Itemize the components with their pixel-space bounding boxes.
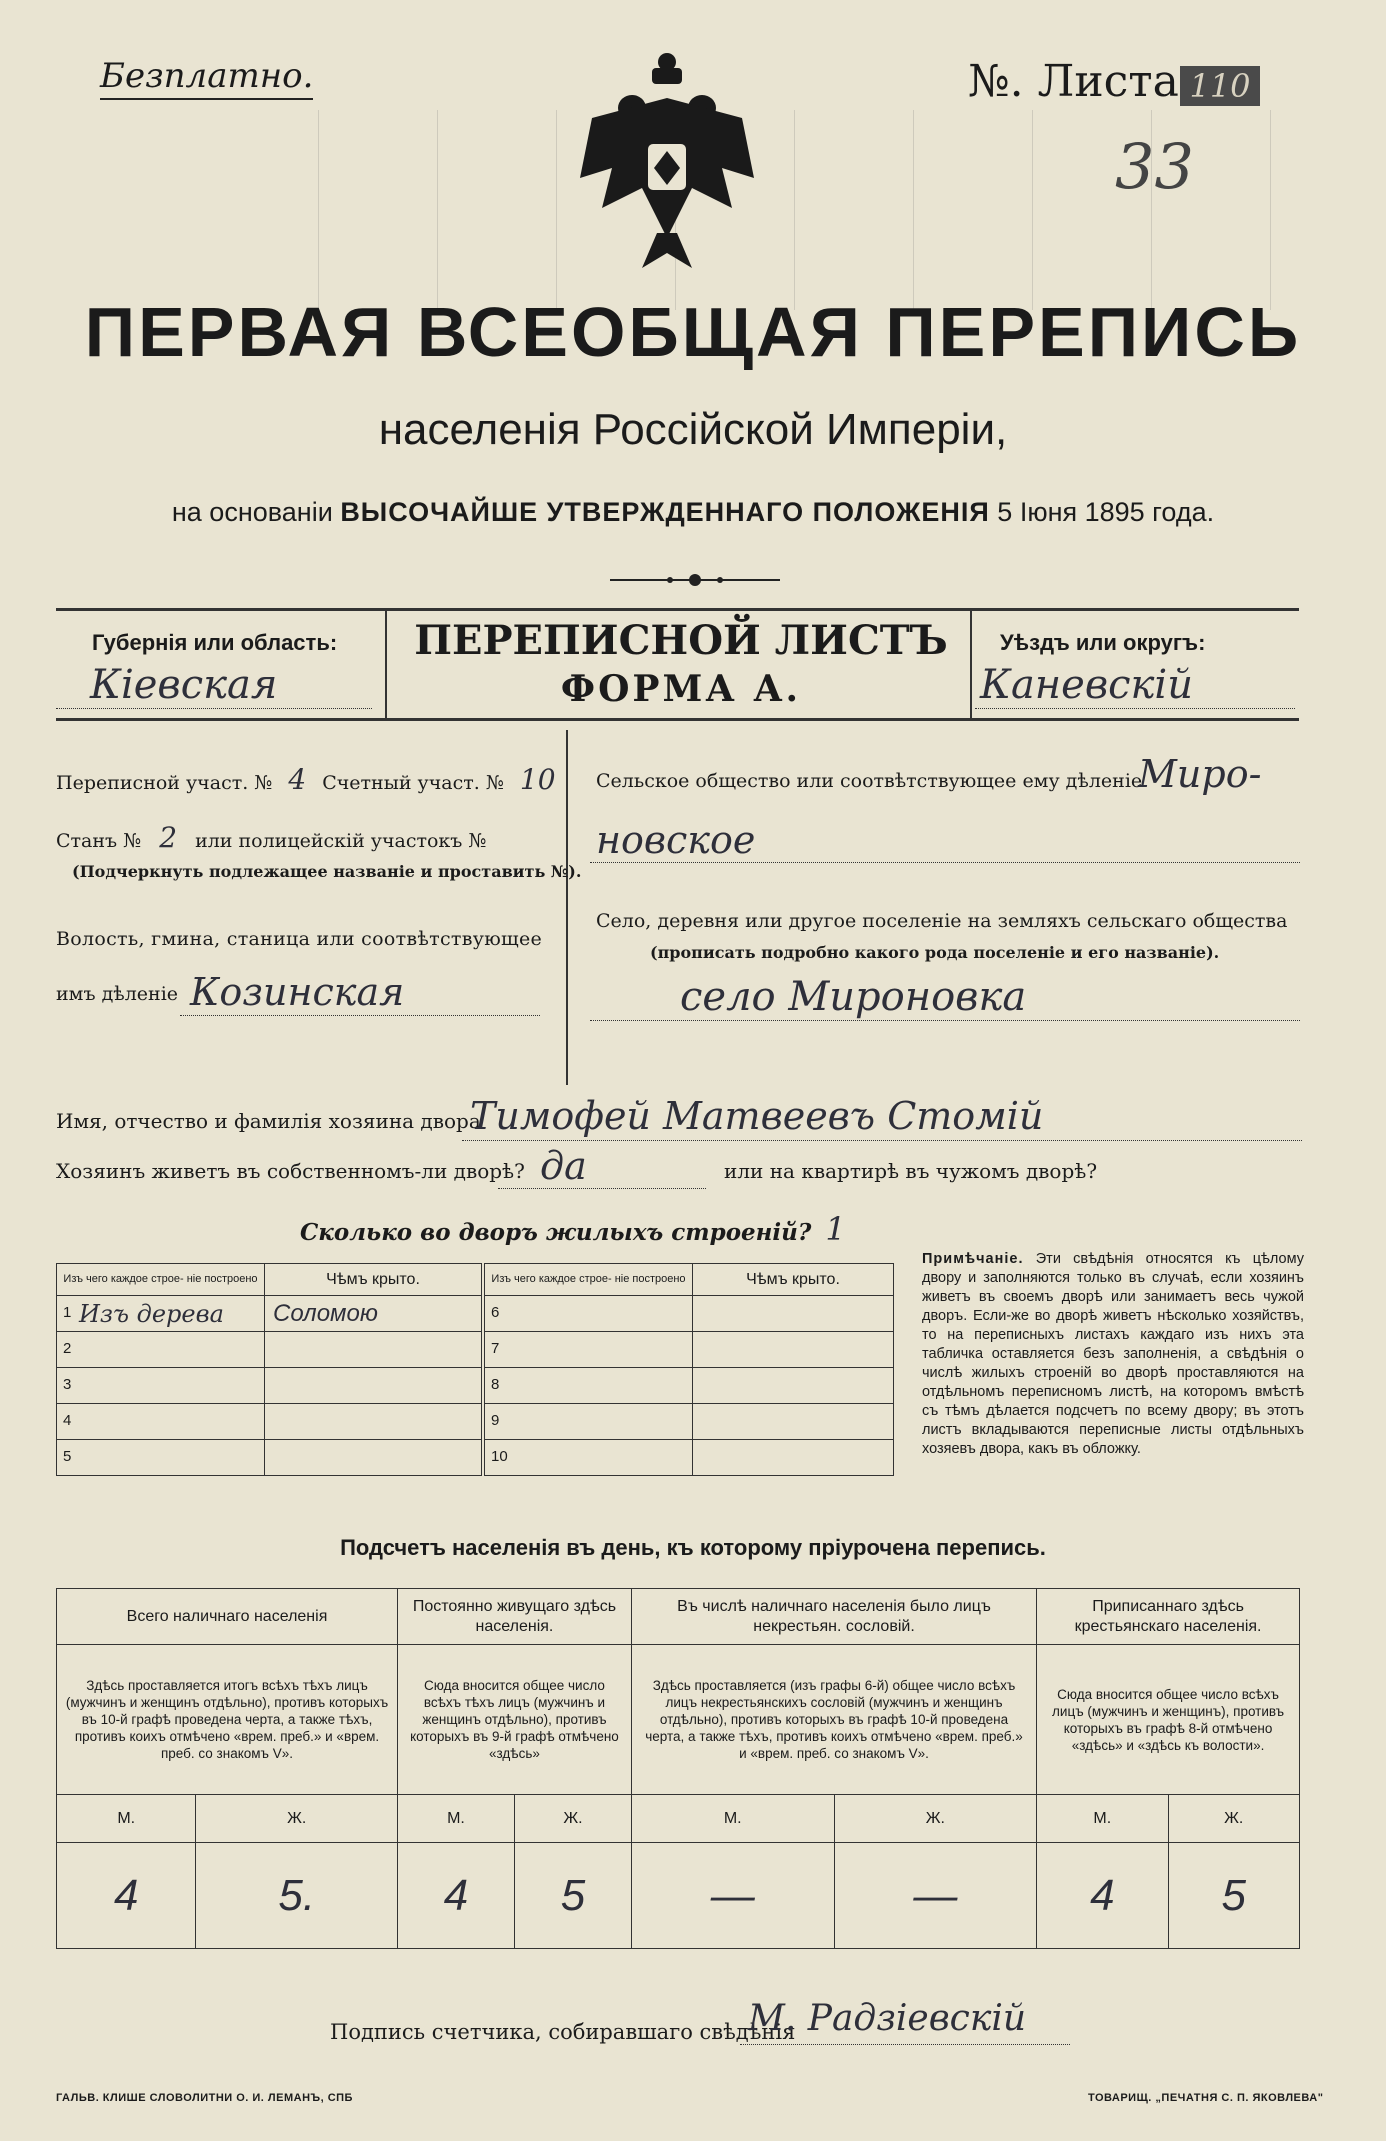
free-label: Безплатно. xyxy=(100,56,313,100)
rented-label: или на квартирѣ въ чужомъ дворѣ? xyxy=(724,1159,1098,1183)
summary-group-description: Сюда вносится общее число всѣхъ тѣхъ лицъ (мужчинъ и женщинъ отдѣльно), противъ которыхъ въ 9-й графѣ отмѣчено «здѣсь» xyxy=(398,1645,632,1795)
sheet-number-stamp: 110 xyxy=(1180,66,1260,106)
building-row xyxy=(485,1296,894,1332)
building-row xyxy=(57,1332,482,1368)
summary-group-header: Всего наличнаго населенія xyxy=(57,1589,398,1645)
summary-group-description: Здѣсь проставляется (изъ графы 6-й) общее число всѣхъ лицъ некрестьянскихъ сословій (мужчинъ и женщинъ отдѣльно), противъ которыхъ въ графѣ 10-й проведена черта, а также тѣхъ, противъ коихъ отмѣчено «врем. преб.» и «врем. преб. со знакомъ V». xyxy=(631,1645,1036,1795)
summary-group-header: Приписаннаго здѣсь крестьянскаго населенія. xyxy=(1037,1589,1300,1645)
building-number: 8 xyxy=(491,1376,500,1393)
buildings-table-right xyxy=(484,1263,894,1476)
male-column-header: М. xyxy=(631,1795,834,1843)
col-roof-header: Чѣмъ крыто. xyxy=(265,1264,482,1296)
info-divider xyxy=(566,730,568,1085)
form-title: ПЕРЕПИСНОЙ ЛИСТЪ xyxy=(414,617,948,664)
building-number: 5 xyxy=(63,1448,72,1465)
col-material-header-right: Изъ чего каждое строе- ніе построено xyxy=(485,1264,693,1296)
building-roof xyxy=(693,1368,894,1404)
village-line xyxy=(590,1020,1300,1021)
building-material-cell xyxy=(485,1404,693,1440)
female-column-header: Ж. xyxy=(1168,1795,1299,1843)
footer-left: ГАЛЬВ. КЛИШЕ СЛОВОЛИТНИ О. И. ЛЕМАНЪ, СПБ xyxy=(56,2092,353,2104)
stan-row: Станъ № 2 или полицейскій участокъ № xyxy=(56,821,487,854)
own-yard-line xyxy=(498,1188,706,1189)
building-row xyxy=(57,1404,482,1440)
archive-number: 33 xyxy=(1115,130,1194,203)
male-count: — xyxy=(631,1843,834,1949)
male-count: 4 xyxy=(57,1843,196,1949)
buildings-table-left xyxy=(56,1263,482,1476)
building-roof xyxy=(265,1404,482,1440)
building-number: 7 xyxy=(491,1340,500,1357)
building-number: 6 xyxy=(491,1304,500,1321)
building-material-cell xyxy=(57,1368,265,1404)
building-material-cell xyxy=(485,1296,693,1332)
building-roof: Соломою xyxy=(265,1296,482,1332)
building-roof xyxy=(693,1404,894,1440)
guberniya-value: Кіевская xyxy=(90,662,278,708)
building-material-cell xyxy=(57,1440,265,1476)
building-roof xyxy=(693,1440,894,1476)
building-number: 3 xyxy=(63,1376,72,1393)
building-material: Изъ дерева xyxy=(79,1299,224,1328)
building-number: 1 xyxy=(63,1304,72,1321)
subtitle: населенія Россійской Имперіи, xyxy=(378,405,1008,454)
building-row xyxy=(485,1440,894,1476)
form-divider-right xyxy=(970,608,972,718)
building-roof xyxy=(693,1332,894,1368)
col-roof-header-right: Чѣмъ крыто. xyxy=(693,1264,894,1296)
building-number: 4 xyxy=(63,1412,72,1429)
society-label: Сельское общество или соотвѣтствующее ему дѣленіе xyxy=(596,770,1143,792)
village-note: (прописать подробно какого рода поселеніе и его названіе). xyxy=(650,943,1220,962)
building-roof xyxy=(265,1440,482,1476)
own-yard-label: Хозяинъ живетъ въ собственномъ-ли дворѣ? xyxy=(56,1159,525,1183)
main-title: ПЕРВАЯ ВСЕОБЩАЯ ПЕРЕПИСЬ xyxy=(84,293,1302,371)
building-material-cell xyxy=(57,1404,265,1440)
village-label: Село, деревня или другое поселеніе на земляхъ сельскаго общества xyxy=(596,910,1288,932)
building-material-cell xyxy=(485,1332,693,1368)
building-row xyxy=(485,1368,894,1404)
building-row xyxy=(485,1404,894,1440)
female-count: — xyxy=(834,1843,1037,1949)
summary-group-description: Сюда вносится общее число всѣхъ лицъ (мужчинъ и женщинъ), противъ которыхъ въ графѣ 8-й отмѣчено «здѣсь» и «здѣсь къ волости». xyxy=(1037,1645,1300,1795)
buildings-row: Сколько во дворъ жилыхъ строеній? 1 xyxy=(300,1210,846,1248)
male-count: 4 xyxy=(1037,1843,1168,1949)
uezd-line xyxy=(975,708,1295,709)
building-material-cell xyxy=(57,1296,265,1332)
signature-value: М. Радзіевскій xyxy=(748,1998,1027,2039)
building-row xyxy=(57,1296,482,1332)
building-number: 10 xyxy=(491,1448,508,1465)
summary-group-header: Постоянно живущаго здѣсь населенія. xyxy=(398,1589,632,1645)
female-count: 5. xyxy=(196,1843,398,1949)
building-row xyxy=(57,1368,482,1404)
footer-right: ТОВАРИЩ. „ПЕЧАТНЯ С. П. ЯКОВЛЕВА" xyxy=(1088,2092,1324,2104)
note-block: Примѣчаніе. Эти свѣдѣнія относятся къ цѣлому двору и заполняются только въ случаѣ, если хозяинъ живетъ въ своемъ дворѣ или занимаетъ весь чужой дворъ. Если-же во дворѣ живетъ нѣсколько хозяйствъ, то на переписныхъ листахъ каждаго изъ нихъ эта табличка оставляется безъ заполненія, а свѣдѣнія о числѣ жилыхъ строеній во дворѣ проставляются на отдѣльномъ переписномъ листѣ, на которомъ вмѣстѣ съ тѣмъ дѣлается подсчетъ по всему двору; въ этотъ листъ вкладываются переписные листы отдѣльныхъ хозяевъ двора, какъ въ обложку. xyxy=(922,1251,1304,1457)
guberniya-line xyxy=(56,708,372,709)
society-value-2: новское xyxy=(596,818,756,862)
col-material-header: Изъ чего каждое строе- ніе построено xyxy=(57,1264,265,1296)
signature-row: Подпись счетчика, собиравшаго свѣдѣнія xyxy=(330,2020,796,2044)
double-headed-eagle-icon xyxy=(572,48,762,273)
building-roof xyxy=(265,1368,482,1404)
village-value: село Мироновка xyxy=(680,974,1027,1020)
male-column-header: М. xyxy=(1037,1795,1168,1843)
summary-table xyxy=(56,1588,1300,1949)
form-top-rule xyxy=(56,608,1299,611)
summary-group-header: Въ числѣ наличнаго населенія было лицъ некрестьян. сословій. xyxy=(631,1589,1036,1645)
female-count: 5 xyxy=(514,1843,631,1949)
building-row xyxy=(57,1440,482,1476)
female-column-header: Ж. xyxy=(514,1795,631,1843)
form-type: ФОРМА А. xyxy=(560,668,802,710)
female-count: 5 xyxy=(1168,1843,1299,1949)
building-roof xyxy=(693,1296,894,1332)
guberniya-label: Губернія или область: xyxy=(92,630,338,655)
stan-note: (Подчеркнуть подлежащее названіе и проставить №). xyxy=(72,862,582,881)
summary-group-description: Здѣсь проставляется итогъ всѣхъ тѣхъ лицъ (мужчинъ и женщинъ отдѣльно), противъ которыхъ въ 10-й графѣ проведена черта, а также тѣхъ, противъ коихъ отмѣчено «врем. преб.» и «врем. преб. со знакомъ V». xyxy=(57,1645,398,1795)
society-value-1: Миро- xyxy=(1138,752,1262,796)
building-material-cell xyxy=(485,1440,693,1476)
uezd-label: Уѣздъ или округъ: xyxy=(1000,630,1206,655)
owner-name-value: Тимофей Матвеевъ Стомій xyxy=(470,1094,1044,1138)
volost-line xyxy=(180,1015,540,1016)
building-row xyxy=(485,1332,894,1368)
male-column-header: М. xyxy=(57,1795,196,1843)
own-yard-value: да xyxy=(540,1144,587,1188)
volost-row: имъ дѣленіе xyxy=(56,983,179,1005)
census-district-row: Переписной участ. № 4 Счетный участ. № 10 xyxy=(56,763,556,796)
building-number: 9 xyxy=(491,1412,500,1429)
summary-title: Подсчетъ населенія въ день, къ которому пріурочена перепись. xyxy=(340,1535,1046,1560)
building-material-cell xyxy=(485,1368,693,1404)
female-column-header: Ж. xyxy=(834,1795,1037,1843)
form-divider-left xyxy=(385,608,387,718)
society-line xyxy=(590,862,1300,863)
legal-basis: на основаніи ВЫСОЧАЙШЕ УТВЕРЖДЕННАГО ПОЛОЖЕНІЯ 5 Іюня 1895 года. xyxy=(171,497,1215,527)
volost-value: Козинская xyxy=(190,970,405,1014)
male-column-header: М. xyxy=(398,1795,515,1843)
building-number: 2 xyxy=(63,1340,72,1357)
signature-line xyxy=(740,2044,1070,2045)
ornament-divider-icon xyxy=(610,572,780,588)
owner-name-label: Имя, отчество и фамилія хозяина двора xyxy=(56,1109,481,1133)
form-band-bottom-rule xyxy=(56,718,1299,721)
volost-label-1: Волость, гмина, станица или соотвѣтствующее xyxy=(56,928,543,950)
building-material-cell xyxy=(57,1332,265,1368)
male-count: 4 xyxy=(398,1843,515,1949)
uezd-value: Каневскій xyxy=(980,662,1193,708)
female-column-header: Ж. xyxy=(196,1795,398,1843)
owner-name-line xyxy=(462,1140,1302,1141)
building-roof xyxy=(265,1332,482,1368)
bleed-through-lines xyxy=(200,110,1380,310)
sheet-number-label: №. Листа xyxy=(968,56,1179,107)
